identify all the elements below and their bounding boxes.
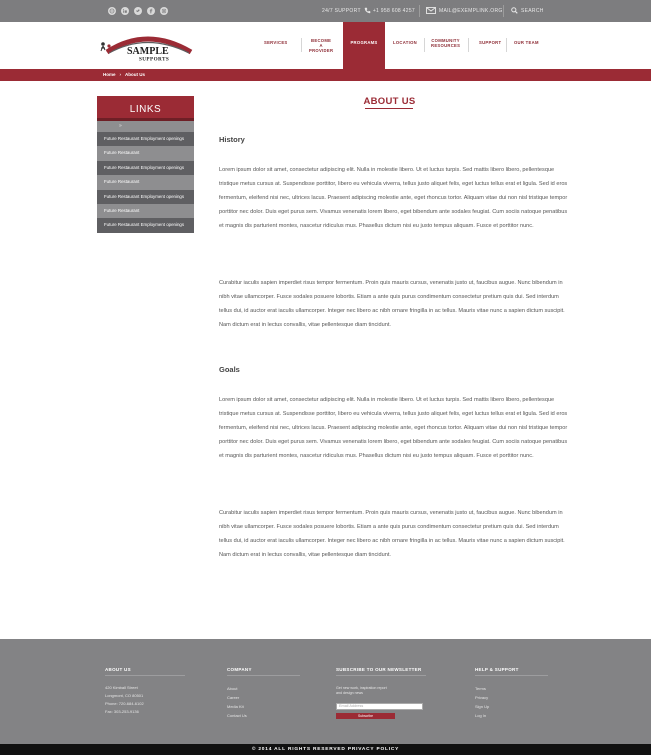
email-info[interactable] xyxy=(426,7,503,14)
twitter-icon[interactable] xyxy=(134,7,142,15)
search-icon[interactable] xyxy=(511,7,518,14)
top-bar xyxy=(0,0,651,22)
globe-icon[interactable] xyxy=(108,7,116,15)
logo-text: SAMPLE xyxy=(127,46,169,57)
sidebar-link[interactable]: Future Restaurant Employment openings xyxy=(97,132,194,146)
footer-link-log-in[interactable]: Log In xyxy=(475,713,487,718)
footer-company-heading: COMPANY xyxy=(227,667,300,676)
footer-about-heading: ABOUT US xyxy=(105,667,185,676)
footer-fax: Fax: 303-253-9136 xyxy=(105,709,139,714)
nav-become-provider[interactable]: BECOME A PROVIDER xyxy=(309,38,334,53)
sidebar-subheader: » xyxy=(97,121,194,132)
linkedin-icon[interactable] xyxy=(121,7,129,15)
footer-newsletter-heading: SUBSCRIBE TO OUR NEWSLETTER xyxy=(336,667,426,676)
sidebar-link[interactable]: Future Restaurant Employment openings xyxy=(97,218,194,232)
nav-programs[interactable]: PROGRAMS xyxy=(343,22,385,69)
mail-icon xyxy=(426,7,436,14)
sidebar-link[interactable]: Future Restaurant xyxy=(97,146,194,160)
nav-services[interactable]: SERVICES xyxy=(264,40,288,45)
subscribe-button[interactable]: Subscribe xyxy=(336,713,395,719)
breadcrumb-bar xyxy=(0,69,651,81)
nav-divider xyxy=(301,38,302,52)
sidebar-title: LINKS xyxy=(97,96,194,121)
footer-link-privacy[interactable]: Privacy xyxy=(475,695,489,700)
section-heading-history: History xyxy=(219,135,245,144)
nav-divider xyxy=(424,38,425,52)
newsletter-description: Get new work, inspiration report xyxy=(336,686,387,690)
page-title: ABOUT US xyxy=(363,96,416,107)
nav-support[interactable]: SUPPORT xyxy=(479,40,502,45)
breadcrumb-home[interactable]: Home xyxy=(103,72,116,77)
nav-our-team[interactable]: OUR TEAM xyxy=(514,40,539,45)
section-heading-goals: Goals xyxy=(219,365,240,374)
sidebar-links xyxy=(97,96,194,233)
newsletter-description: and design news xyxy=(336,691,363,695)
breadcrumb-separator: › xyxy=(119,72,122,77)
footer-link-about[interactable]: About xyxy=(227,686,238,691)
footer-link-media-kit[interactable]: Media Kit xyxy=(227,704,244,709)
support-info xyxy=(322,7,415,14)
title-underline xyxy=(365,108,413,109)
facebook-icon[interactable] xyxy=(147,7,155,15)
footer-phone: Phone: 720-684-6102 xyxy=(105,701,144,706)
paragraph: Curabitur iaculis sapien imperdiet risus tempor fermentum. Proin quis mauris cursus, venenatis justo ut, faucibus augue. Nunc bibendum in nibh vitae ullamcorper. Fusce sodales posuere lobortis. Etiam a ante quis purus condimentum consectetur pretium quis dui. Sed interdum tellus dui, id auctor erat iaculis ullamcorper. Integer nec libero ac nibh ornare fringilla in ac tellus. Mauris vitae nunc a sapien dictum suscipit. Nam dictum erat in lectus convallis, vitae pellentesque diam tincidunt. xyxy=(219,510,565,558)
phone-number[interactable]: +1 958 608 4257 xyxy=(372,7,415,14)
site-logo[interactable] xyxy=(95,30,199,62)
sidebar-link[interactable]: Future Restaurant xyxy=(97,204,194,218)
email-address[interactable]: MAIL@EXEMPLINK.ORG xyxy=(439,7,503,14)
nav-divider xyxy=(506,38,507,52)
breadcrumb-current: About Us xyxy=(125,72,146,77)
logo-subtext: SUPPORTS xyxy=(139,56,170,62)
nav-community-resources[interactable]: COMMUNITY RESOURCES xyxy=(431,38,461,48)
breadcrumb xyxy=(103,72,145,77)
nav-divider xyxy=(468,38,469,52)
phone-icon xyxy=(364,7,371,14)
divider xyxy=(419,5,420,17)
instagram-icon[interactable] xyxy=(160,7,168,15)
nav-location[interactable]: LOCATION xyxy=(393,40,417,45)
sidebar-link[interactable]: Future Restaurant Employment openings xyxy=(97,161,194,175)
paragraph: Lorem ipsum dolor sit amet, consectetur adipiscing elit. Nulla in molestie libero. Ut et luctus turpis. Sed mattis libero libero, pellentesque tristique metus cursus at. Suspendisse porttitor, libero eu vehicula viverra, tellus justo aliquet felis, eget luctus tellus erat et ligula. Sed id eros fermentum, eleifend nisi nec, ultrices lacus. Praesent adipiscing molestie ante, eget rhoncus tortor. Aliquam vitae dui non nisl tristique tempor porttitor nec dolor. Duis eget purus sem. Vivamus venenatis lorem libero, eget bibendum ante sodales feugiat. Cum sociis natoque penatibus et magnis dis parturient montes, nascetur ridiculus mus. Phasellus dictum nisi eu justo tempus aliquam. Fusce et porttitor nunc. xyxy=(219,167,568,229)
footer-address-line: Longmont, CO 80501 xyxy=(105,693,144,698)
footer-address-line: 420 Kimball Street xyxy=(105,685,138,690)
footer-link-terms[interactable]: Terms xyxy=(475,686,486,691)
newsletter-email-input[interactable]: Email Address xyxy=(336,703,423,710)
sidebar-link[interactable]: Future Restaurant Employment openings xyxy=(97,190,194,204)
copyright-bar: © 2014 ALL RIGHTS RESERVED PRIVACY POLICY xyxy=(0,744,651,755)
footer-link-sign-up[interactable]: Sign Up xyxy=(475,704,490,709)
footer-link-contact[interactable]: Contact Us xyxy=(227,713,247,718)
support-label: 24/7 SUPPORT xyxy=(322,7,361,14)
paragraph: Lorem ipsum dolor sit amet, consectetur adipiscing elit. Nulla in molestie libero. Ut et luctus turpis. Sed mattis libero libero, pellentesque tristique metus cursus at. Suspendisse porttitor, libero eu vehicula viverra, tellus justo aliquet felis, eget luctus tellus erat et ligula. Sed id eros fermentum, eleifend nisi nec, ultrices lacus. Praesent adipiscing molestie ante, eget rhoncus tortor. Aliquam vitae dui non nisl tristique tempor porttitor nec dolor. Duis eget purus sem. Vivamus venenatis lorem libero, eget bibendum ante sodales feugiat. Cum sociis natoque penatibus et magnis dis parturient montes, nascetur ridiculus mus. Phasellus dictum nisi eu justo tempus aliquam. Fusce et porttitor nunc. xyxy=(219,397,568,459)
social-links xyxy=(108,7,168,15)
site-footer xyxy=(0,639,651,744)
paragraph: Curabitur iaculis sapien imperdiet risus tempor fermentum. Proin quis mauris cursus, venenatis justo ut, faucibus augue. Nunc bibendum in nibh vitae ullamcorper. Fusce sodales posuere lobortis. Etiam a ante quis purus condimentum consectetur pretium quis dui. Sed interdum tellus dui, id auctor erat iaculis ullamcorper. Integer nec libero ac nibh ornare fringilla in ac tellus. Mauris vitae nunc a sapien dictum suscipit. Nam dictum erat in lectus convallis, vitae pellentesque diam tincidunt. xyxy=(219,280,565,328)
footer-help-heading: HELP & SUPPORT xyxy=(475,667,548,676)
sidebar-link[interactable]: Future Restaurant xyxy=(97,175,194,189)
search-toggle[interactable] xyxy=(511,7,544,14)
divider xyxy=(503,5,504,17)
footer-link-career[interactable]: Career xyxy=(227,695,240,700)
search-label[interactable]: SEARCH xyxy=(521,7,544,14)
